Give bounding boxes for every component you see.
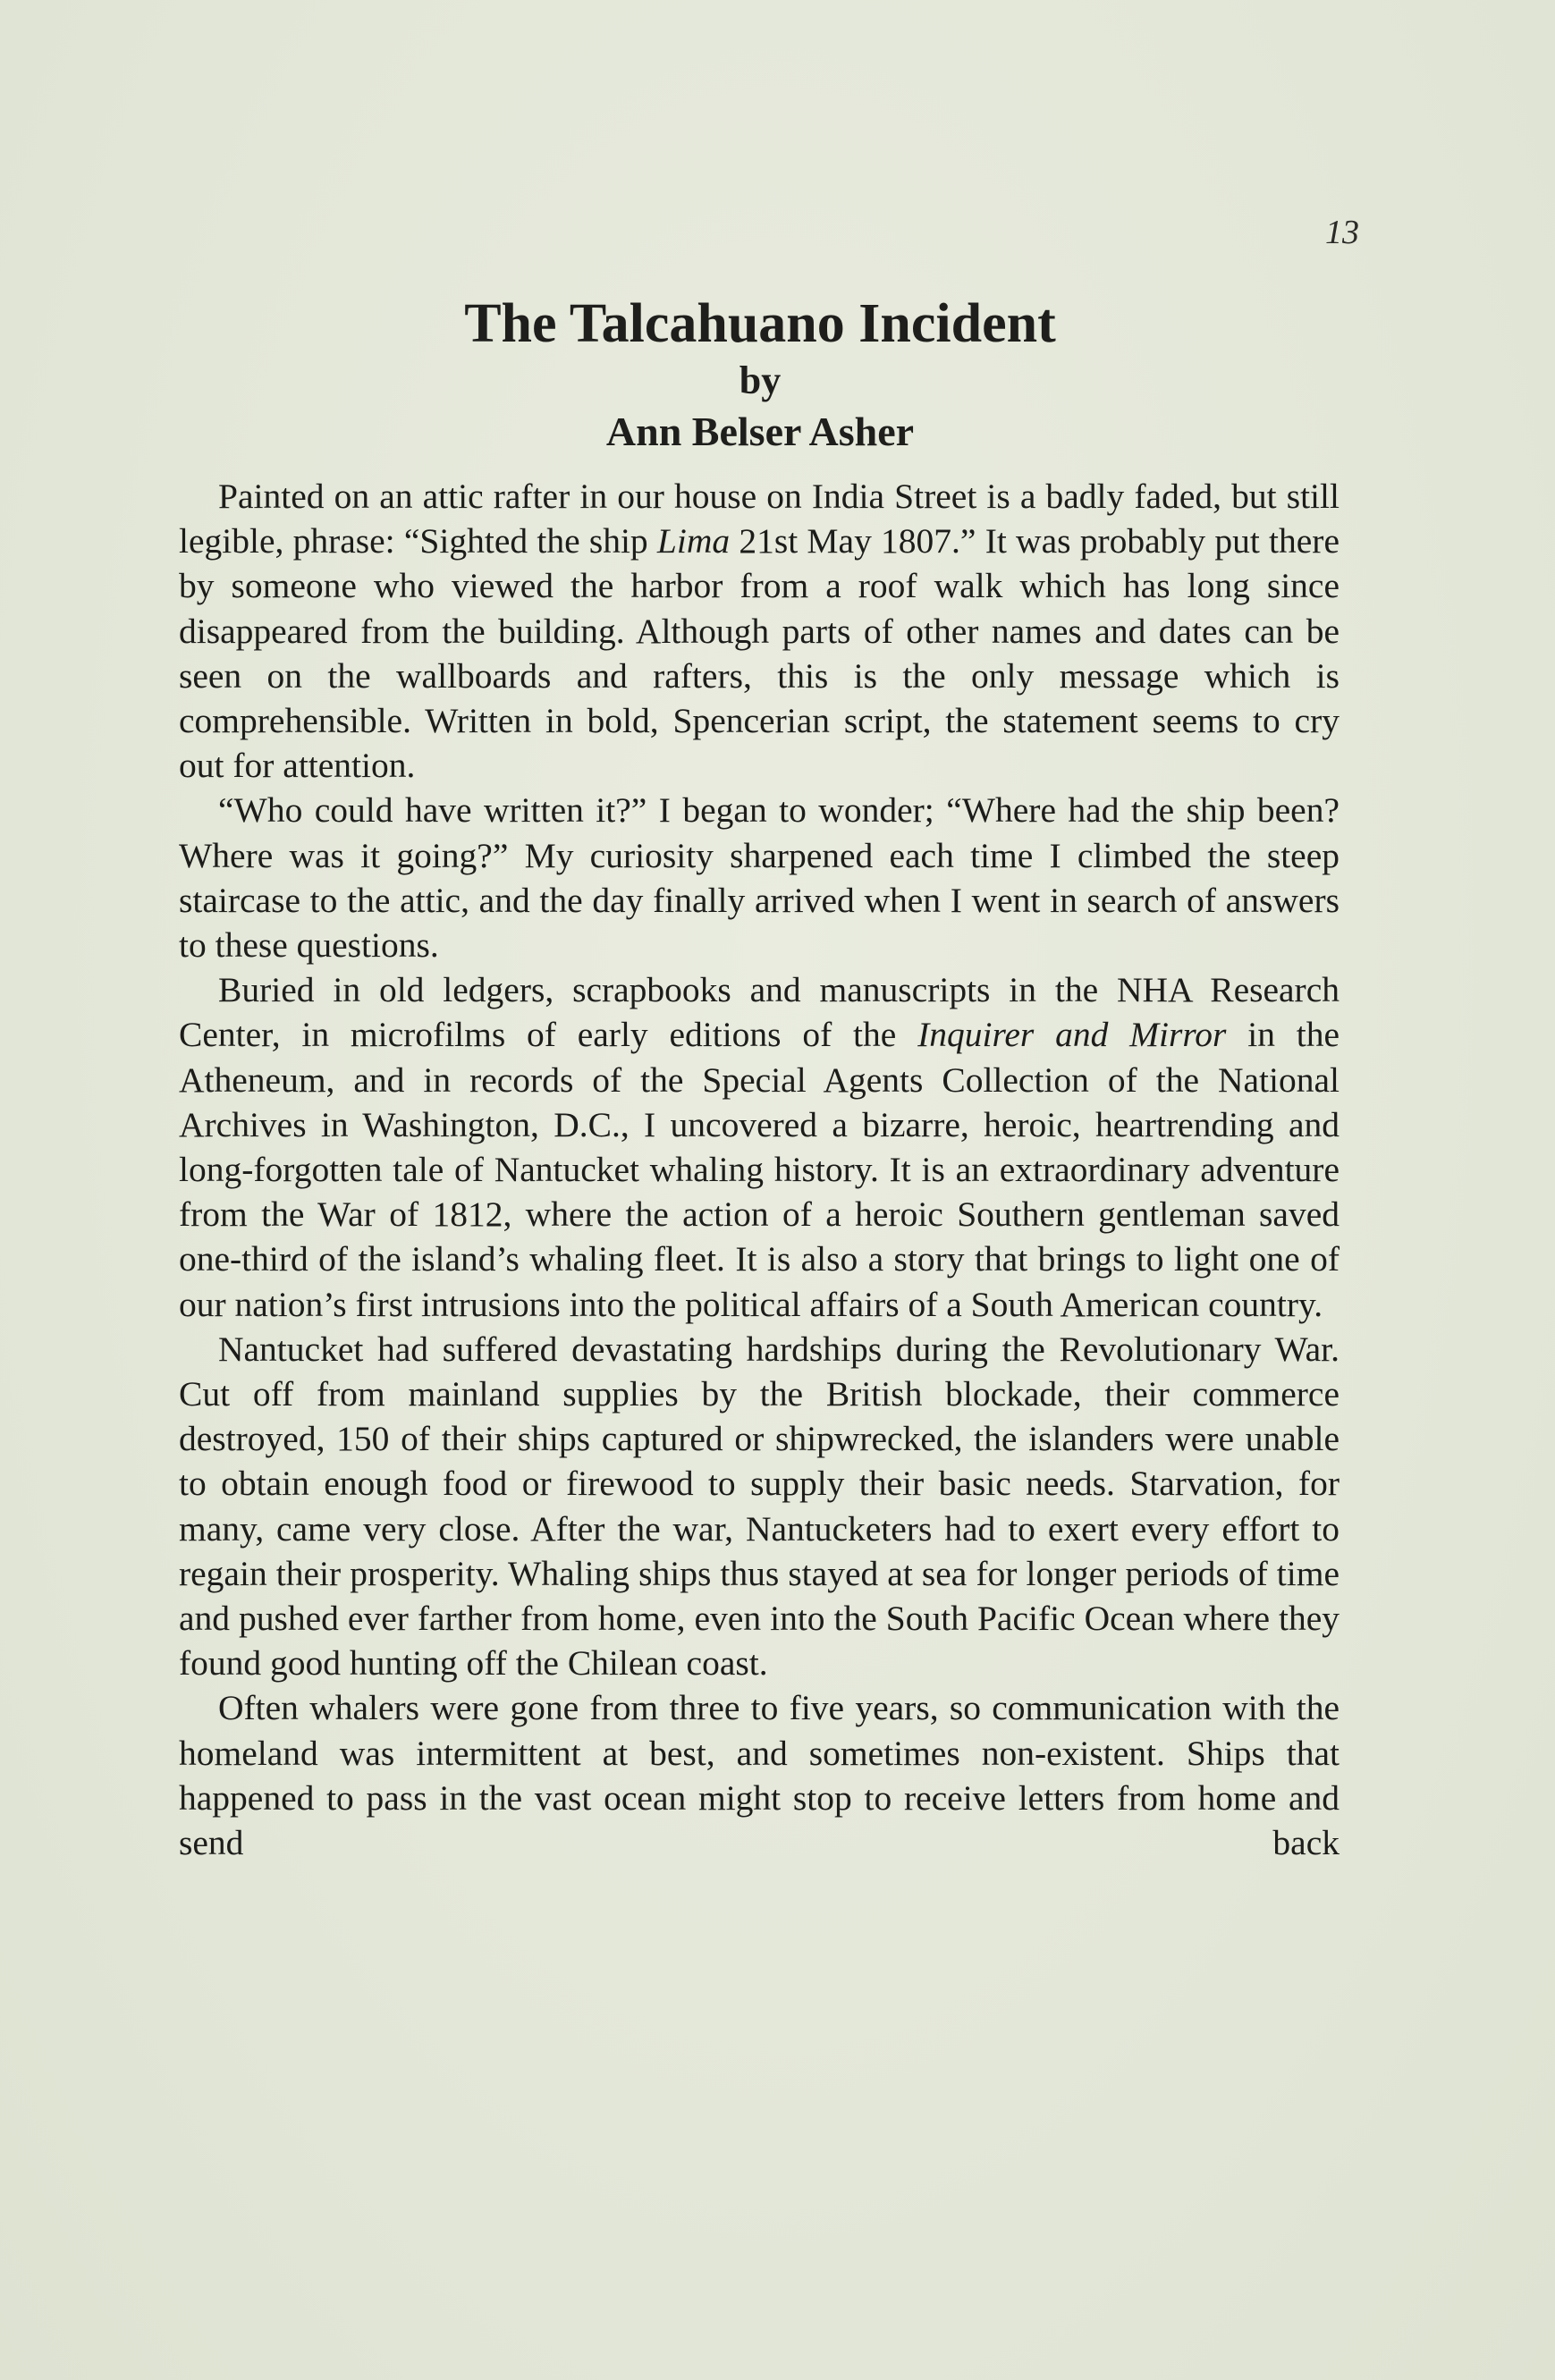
paragraph-text: in the Atheneum, and in records of the Special Agents Collection of the National Archives in Washington, D.C., I uncovered a bizarre, heroic, heartrending and long-forgotten tale of Nantucket whaling history. It is an extraordinary adventure from the War of 1812, where the action of a heroic Southern gentleman saved one-third of the island’s whaling fleet. It is also a story that brings to light one of our nation’s first intrusions into the political affairs of a South American country. (179, 1015, 1339, 1324)
newspaper-name-italic: Inquirer and Mirror (917, 1015, 1227, 1055)
paragraph (179, 967, 1339, 1327)
paragraph-text: Painted on an attic rafter in our house on India Street is a badly faded, but still legible, phrase: “Sighted the ship (179, 477, 1339, 561)
article-body (179, 474, 1339, 1865)
byline-by: by (739, 359, 782, 402)
article-title: The Talcahuano Incident (464, 293, 1056, 354)
paragraph-text: “Who could have written it?” I began to wonder; “Where had the ship been? Where was it going?” My curiosity sharpened each time I climbed the steep staircase to the attic, and the day finally arrived when I went in search of answers to these questions. (179, 790, 1339, 966)
paragraph (179, 474, 1339, 788)
article-heading (179, 286, 1341, 463)
paragraph (179, 1327, 1339, 1686)
paragraph (179, 1685, 1339, 1865)
paragraph-text: Often whalers were gone from three to five years, so communication with the homeland was intermittent at best, and sometimes non-existent. Ships that happened to pass in the vast ocean might stop to receive letters from home and send back (179, 1688, 1339, 1863)
author-name: Ann Belser Asher (605, 409, 915, 454)
paragraph-text: Buried in old ledgers, scrapbooks and manuscripts in the NHA Research Center, in microfilms of early editions of the (179, 970, 1339, 1055)
paragraph-text: Nantucket had suffered devastating hardships during the Revolutionary War. Cut off from mainland supplies by the British blockade, their commerce destroyed, 150 of their ships captured or shipwrecked, the islanders were unable to obtain enough food or firewood to supply their basic needs. Starvation, for many, came very close. After the war, Nantucketers had to exert every effort to regain their prosperity. Whaling ships thus stayed at sea for longer periods of time and pushed ever farther from home, even into the South Pacific Ocean where they found good hunting off the Chilean coast. (179, 1329, 1339, 1684)
paragraph-text: 21st May 1807.” It was probably put there by someone who viewed the harbor from a roof walk which has long since disappeared from the building. Although parts of other names and dates can be seen on the wallboards and rafters, this is the only message which is comprehensible. Written in bold, Spencerian script, the statement seems to cry out for attention. (179, 521, 1339, 786)
page-number: 13 (1325, 214, 1359, 251)
paragraph (179, 788, 1339, 967)
ship-name-italic: Lima (656, 521, 731, 561)
